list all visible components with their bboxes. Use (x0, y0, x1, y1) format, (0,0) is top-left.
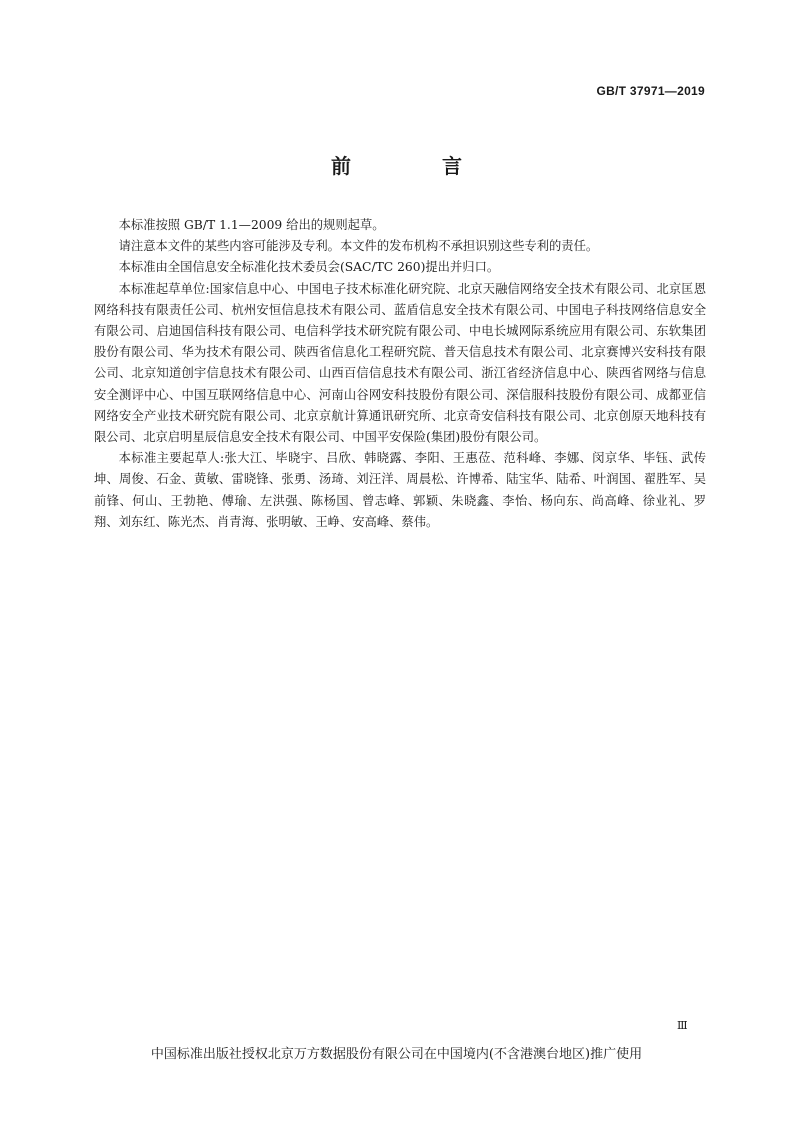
paragraph-drafters: 本标准主要起草人:张大江、毕晓宇、吕欣、韩晓露、李阳、王惠莅、范科峰、李娜、闵京华、毕钰、武传坤、周俊、石金、黄敏、雷晓锋、张勇、汤琦、刘汪洋、周晨松、许博希、陆宝华、陆希、叶润国、翟胜军、吴前锋、何山、王勃艳、傅瑜、左洪强、陈杨国、曾志峰、郭颖、朱晓鑫、李怡、杨向东、尚高峰、徐业礼、罗翔、刘东红、陈光杰、肖青海、张明敏、王峥、安高峰、蔡伟。 (94, 451, 706, 529)
paragraph-drafting-units: 本标准起草单位:国家信息中心、中国电子技术标准化研究院、北京天融信网络安全技术有限公司、北京匡恩网络科技有限责任公司、杭州安恒信息技术有限公司、蓝盾信息安全技术有限公司、中国电子科技网络信息安全有限公司、启迪国信科技有限公司、电信科学技术研究院有限公司、中电长城网际系统应用有限公司、东软集团股份有限公司、华为技术有限公司、陕西省信息化工程研究院、普天信息技术有限公司、北京赛博兴安科技有限公司、北京知道创宇信息技术有限公司、山西百信信息技术有限公司、浙江省经济信息中心、陕西省网络与信息安全测评中心、中国互联网络信息中心、河南山谷网安科技股份有限公司、深信服科技股份有限公司、成都亚信网络安全产业技术研究院有限公司、北京京航计算通讯研究所、北京奇安信科技有限公司、北京创原天地科技有限公司、北京启明星辰信息安全技术有限公司、中国平安保险(集团)股份有限公司。 (94, 281, 706, 445)
distribution-notice: 中国标准出版社授权北京万方数据股份有限公司在中国境内(不含港澳台地区)推广使用 (150, 1047, 643, 1062)
paragraph-drafting-rules: 本标准按照 GB/T 1.1—2009 给出的规则起草。 (118, 218, 385, 232)
paragraph-patent-notice: 请注意本文件的某些内容可能涉及专利。本文件的发布机构不承担识别这些专利的责任。 (118, 239, 599, 254)
paragraph-proposer: 本标准由全国信息安全标准化技术委员会(SAC/TC 260)提出并归口。 (118, 260, 500, 275)
standard-code: GB/T 37971—2019 (596, 84, 705, 98)
preface-body (94, 215, 706, 533)
page-title: 前 言 (331, 154, 504, 178)
page-number: Ⅲ (677, 1019, 688, 1032)
